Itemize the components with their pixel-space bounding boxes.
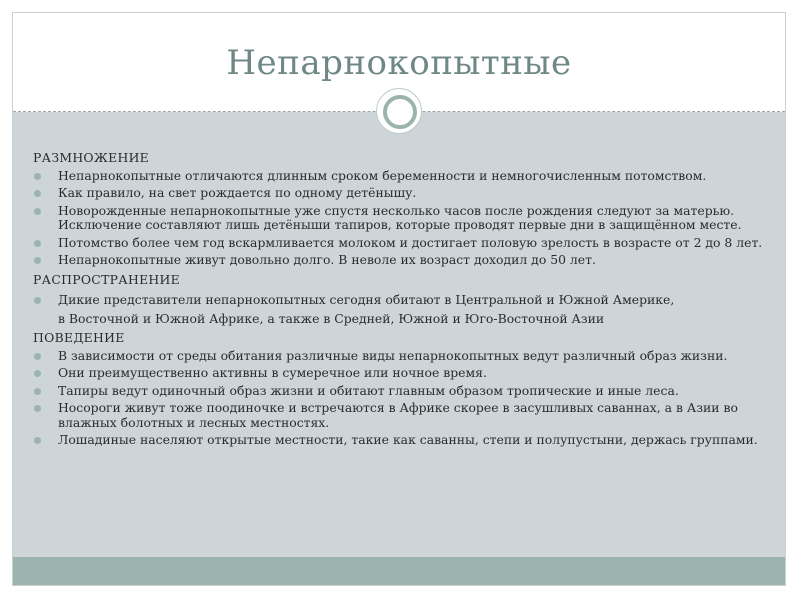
slide-title: Непарнокопытные <box>226 43 572 83</box>
round-bullet-icon <box>34 257 41 264</box>
list-item-text: Носороги живут тоже поодиночке и встречаются в Африке скорее в засушливых саваннах, а в Азии во влажных болотных и лесных местностях. <box>58 400 738 430</box>
list-item-continuation <box>33 312 768 327</box>
list-item <box>33 186 768 201</box>
section-heading-reproduction: РАЗМНОЖЕНИЕ <box>33 150 150 165</box>
round-bullet-icon <box>34 240 41 247</box>
ring-inner <box>383 95 417 129</box>
round-bullet-icon <box>34 208 41 215</box>
round-bullet-icon <box>34 405 41 412</box>
footer-bar <box>13 557 785 585</box>
section-heading-distribution: РАСПРОСТРАНЕНИЕ <box>33 271 180 287</box>
round-bullet-icon <box>34 388 41 395</box>
list-item-text: в Восточной и Южной Африке, а также в Средней, Южной и Юго-Восточной Азии <box>58 310 605 326</box>
section-heading-behavior: ПОВЕДЕНИЕ <box>33 330 125 345</box>
list-item-text: Тапиры ведут одиночный образ жизни и обитают главным образом тропические и иные леса. <box>58 382 679 398</box>
list-item <box>33 433 768 448</box>
list-item <box>33 204 768 233</box>
list-item-text: Потомство более чем год вскармливается молоком и достигает половую зрелость в возрасте от 2 до 8 лет. <box>58 234 763 250</box>
round-bullet-icon <box>34 297 41 304</box>
list-item <box>33 384 768 399</box>
slide-body <box>33 151 768 451</box>
list-item <box>33 366 768 381</box>
list-item-text: Как правило, на свет рождается по одному детёнышу. <box>58 185 417 200</box>
ring-icon <box>376 88 422 134</box>
list-item-text: Непарнокопытные живут довольно долго. В неволе их возраст доходил до 50 лет. <box>58 252 596 267</box>
list-item-text: Новорожденные непарнокопытные уже спустя несколько часов после рождения следуют за матерью. Исключение составляют лишь детёныши тапиров, которые проводят первые дни в защищённом месте. <box>58 202 742 232</box>
round-bullet-icon <box>34 173 41 180</box>
list-item <box>33 401 768 430</box>
list-item-text: В зависимости от среды обитания различные виды непарнокопытных ведут различный образ жизни. <box>58 347 728 363</box>
list-item <box>33 349 768 364</box>
list-item-text: Они преимущественно активны в сумеречное или ночное время. <box>58 365 487 380</box>
round-bullet-icon <box>34 190 41 197</box>
slide <box>12 12 786 586</box>
list-item <box>33 293 768 308</box>
list-item-text: Непарнокопытные отличаются длинным сроком беременности и немногочисленным потомством. <box>58 167 707 183</box>
list-item-text: Лошадиные населяют открытые местности, такие как саванны, степи и полупустыни, держась группами. <box>58 432 758 447</box>
round-bullet-icon <box>34 353 41 360</box>
list-item <box>33 169 768 184</box>
round-bullet-icon <box>34 437 41 444</box>
list-item <box>33 253 768 268</box>
list-item <box>33 236 768 251</box>
content-area <box>13 112 785 557</box>
list-item-text: Дикие представители непарнокопытных сегодня обитают в Центральной и Южной Америке, <box>58 292 675 307</box>
round-bullet-icon <box>34 370 41 377</box>
